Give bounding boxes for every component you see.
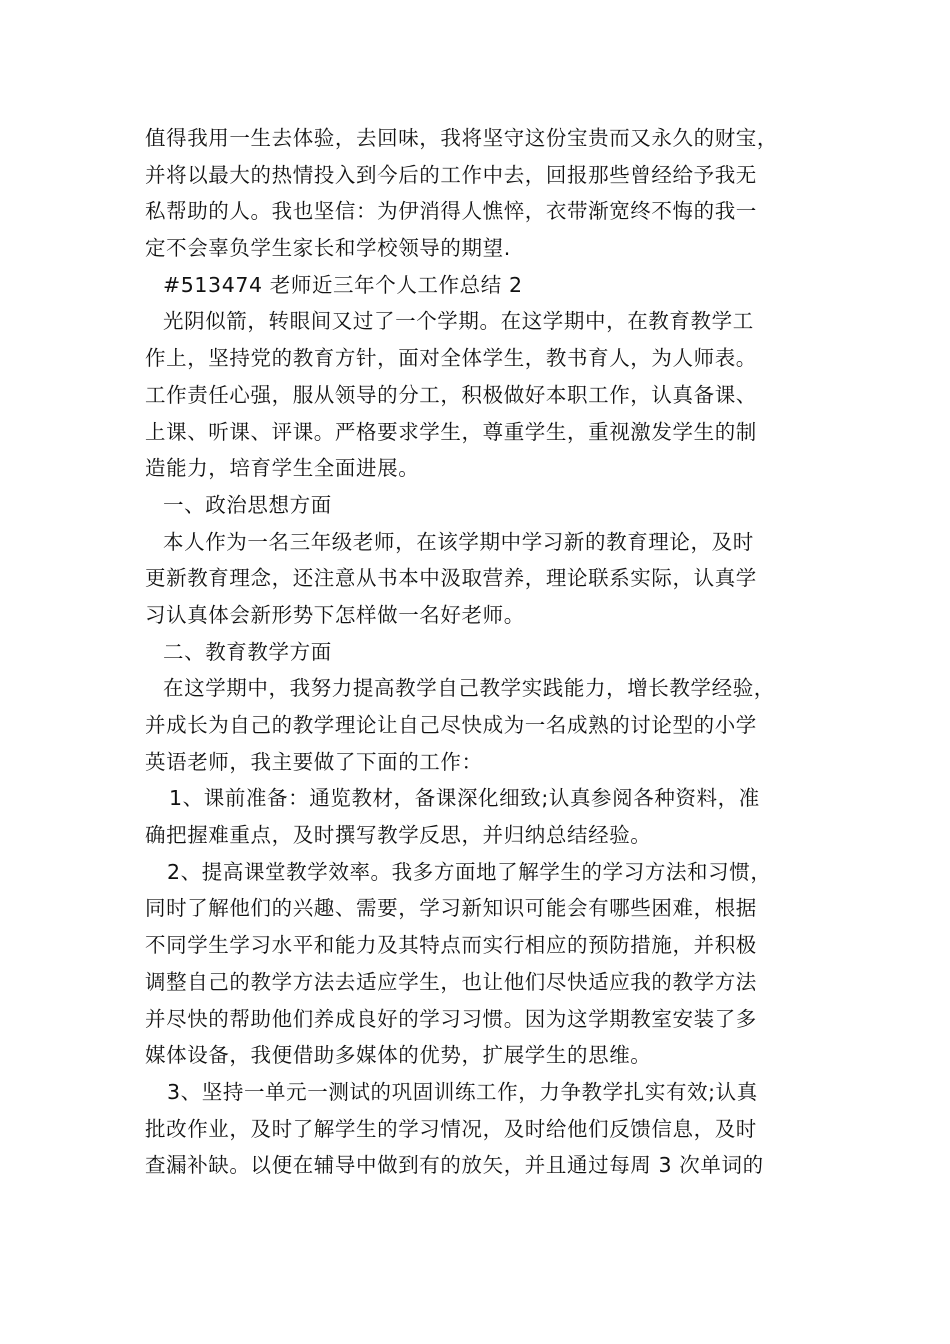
paragraph-line: 值得我用一生去体验，去回味，我将坚守这份宝贵而又永久的财宝， — [145, 126, 778, 150]
list-item-line: 3、坚持一单元一测试的巩固训练工作，力争教学扎实有效;认真 — [167, 1079, 758, 1104]
paragraph-line: 并尽快的帮助他们养成良好的学习习惯。因为这学期教室安装了多 — [145, 1006, 757, 1031]
paragraph-line: 本人作为一名三年级老师，在该学期中学习新的教育理论，及时 — [163, 529, 754, 554]
document-body — [145, 120, 815, 1184]
list-item-line: 1、课前准备：通览教材，备课深化细致;认真参阅各种资料，准 — [169, 786, 760, 811]
section-title: #513474 老师近三年个人工作总结 2 — [163, 272, 523, 297]
paragraph-line: 更新教育理念，还注意从书本中汲取营养，理论联系实际，认真学 — [145, 566, 757, 591]
paragraph-line: 在这学期中，我努力提高教学自己教学实践能力，增长教学经验， — [163, 676, 775, 701]
paragraph-line: 习认真体会新形势下怎样做一名好老师。 — [145, 602, 525, 627]
paragraph-line: 定不会辜负学生家长和学校领导的期望. — [145, 236, 511, 261]
paragraph-line: 不同学生学习水平和能力及其特点而实行相应的预防措施，并积极 — [145, 933, 757, 958]
paragraph-line: 查漏补缺。以便在辅导中做到有的放矢，并且通过每周 3 次单词的 — [145, 1153, 764, 1178]
paragraph-line: 批改作业，及时了解学生的学习情况，及时给他们反馈信息，及时 — [145, 1116, 757, 1141]
paragraph-line: 光阴似箭，转眼间又过了一个学期。在这学期中，在教育教学工 — [163, 309, 754, 334]
list-item-line: 2、提高课堂教学效率。我多方面地了解学生的学习方法和习惯， — [167, 859, 772, 884]
paragraph-line: 调整自己的教学方法去适应学生，也让他们尽快适应我的教学方法 — [145, 969, 757, 994]
paragraph-line: 私帮助的人。我也坚信：为伊消得人憔悴，衣带渐宽终不悔的我一 — [145, 199, 757, 224]
paragraph-line: 英语老师，我主要做了下面的工作： — [145, 749, 483, 774]
paragraph-line: 作上，坚持党的教育方针，面对全体学生，教书育人，为人师表。 — [145, 346, 757, 371]
paragraph-line: 并将以最大的热情投入到今后的工作中去，回报那些曾经给予我无 — [145, 162, 757, 187]
paragraph-line: 并成长为自己的教学理论让自己尽快成为一名成熟的讨论型的小学 — [145, 713, 757, 737]
section-heading: 二、教育教学方面 — [163, 639, 332, 664]
paragraph-line: 同时了解他们的兴趣、需要，学习新知识可能会有哪些困难，根据 — [145, 896, 757, 921]
paragraph-line: 造能力，培育学生全面进展。 — [145, 456, 420, 481]
paragraph-line: 工作责任心强，服从领导的分工，积极做好本职工作，认真备课、 — [145, 382, 757, 407]
paragraph-line: 上课、听课、评课。严格要求学生，尊重学生，重视激发学生的制 — [145, 419, 757, 444]
paragraph-line: 确把握难重点，及时撰写教学反思，并归纳总结经验。 — [145, 823, 652, 848]
paragraph-line: 媒体设备，我便借助多媒体的优势，扩展学生的思维。 — [145, 1043, 652, 1068]
section-heading: 一、政治思想方面 — [163, 492, 332, 517]
